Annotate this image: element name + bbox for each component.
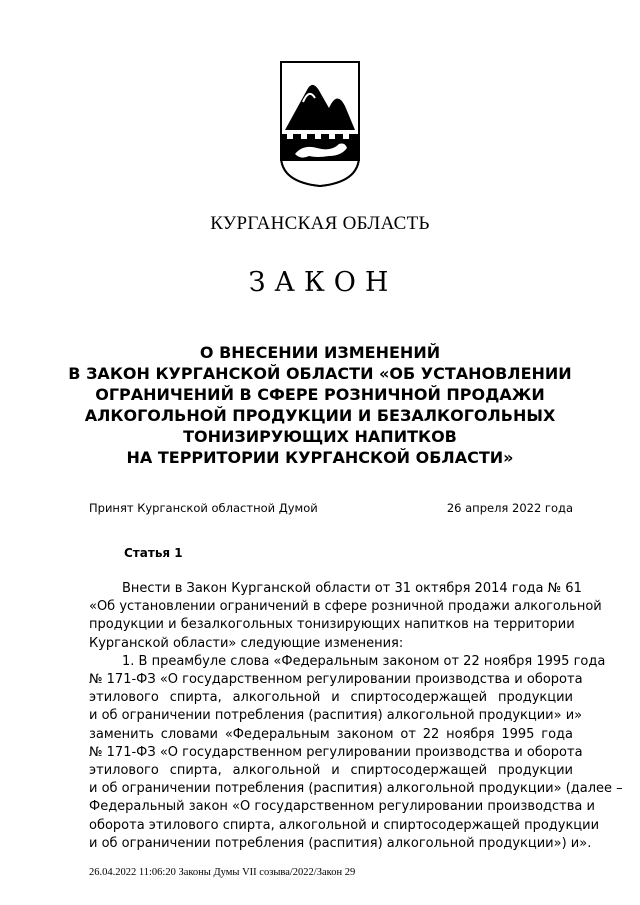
adopted-date: 26 апреля 2022 года xyxy=(446,501,573,515)
law-title-line: АЛКОГОЛЬНОЙ ПРОДУКЦИИ И БЕЗАЛКОГОЛЬНЫХ xyxy=(84,406,556,425)
body-line: Внести в Закон Курганской области от 31 октября 2014 года № 61 xyxy=(122,581,582,596)
body-line: и об ограничении потребления (распития) алкогольной продукции») и». xyxy=(89,835,592,851)
body-line: 1. В преамбуле слова «Федеральным законом от 22 ноября 1995 года xyxy=(122,653,606,669)
body-line: Федеральный закон «О государственном регулировании производства и xyxy=(89,799,595,815)
coat-of-arms-emblem xyxy=(279,60,361,188)
article-body xyxy=(89,580,623,853)
body-line: и об ограничении потребления (распития) алкогольной продукции» и» xyxy=(89,708,583,724)
body-line: этилового спирта, алкогольной и спиртосодержащей продукции xyxy=(89,690,573,706)
body-line: оборота этилового спирта, алкогольной и спиртосодержащей продукции xyxy=(89,817,600,833)
document-type-heading: ЗАКОН xyxy=(248,267,398,298)
law-title-line: В ЗАКОН КУРГАНСКОЙ ОБЛАСТИ «ОБ УСТАНОВЛЕНИИ xyxy=(68,364,572,383)
law-title-line: О ВНЕСЕНИИ ИЗМЕНЕНИЙ xyxy=(199,343,441,362)
law-title-line: НА ТЕРРИТОРИИ КУРГАНСКОЙ ОБЛАСТИ» xyxy=(126,448,514,467)
body-line: продукции и безалкогольных тонизирующих напитков на территории xyxy=(89,617,575,633)
body-line: и об ограничении потребления (распития) алкогольной продукции» (далее – xyxy=(89,781,623,797)
document-footer: 26.04.2022 11:06:20 Законы Думы VII созыва/2022/Закон 29 xyxy=(89,867,356,878)
law-title-line: ОГРАНИЧЕНИЙ В СФЕРЕ РОЗНИЧНОЙ ПРОДАЖИ xyxy=(95,385,545,404)
law-title-line: ТОНИЗИРУЮЩИХ НАПИТКОВ xyxy=(183,427,457,446)
body-line: заменить словами «Федеральным законом от 22 ноября 1995 года xyxy=(89,726,573,742)
region-heading: КУРГАНСКАЯ ОБЛАСТЬ xyxy=(210,213,430,234)
body-line: № 171-ФЗ «О государственном регулировании производства и оборота xyxy=(89,672,583,688)
article-heading: Статья 1 xyxy=(124,546,183,560)
body-line: «Об установлении ограничений в сфере розничной продажи алкогольной xyxy=(89,599,602,615)
adoption-line xyxy=(89,501,573,515)
body-line: № 171-ФЗ «О государственном регулировании производства и оборота xyxy=(89,744,583,760)
law-title xyxy=(60,342,580,468)
body-line: Курганской области» следующие изменения: xyxy=(89,635,404,651)
adopted-by: Принят Курганской областной Думой xyxy=(89,501,318,515)
body-line: этилового спирта, алкогольной и спиртосодержащей продукции xyxy=(89,763,573,779)
